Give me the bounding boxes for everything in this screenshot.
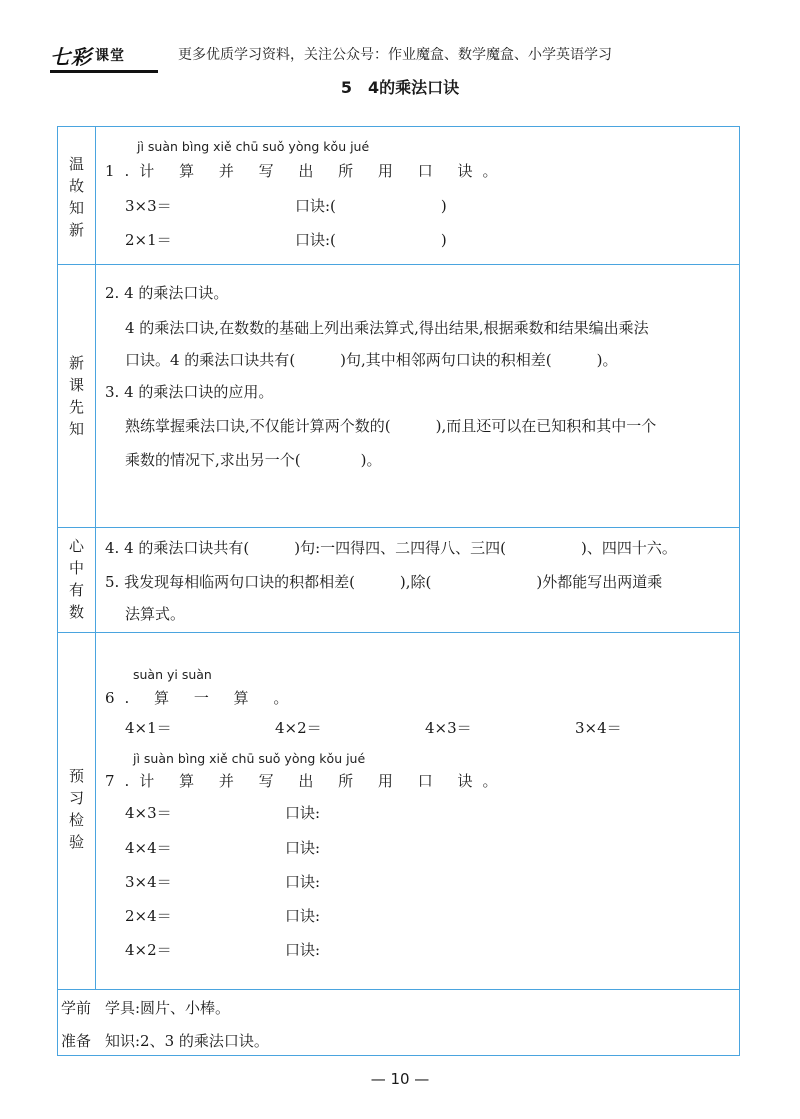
q6-item-4: 3×4＝ xyxy=(575,719,622,737)
q7-expr-4: 2×4＝ xyxy=(125,907,172,925)
q4-text: 4. 4 的乘法口诀共有( )句:一四得四、二四得八、三四( )、四四十六。 xyxy=(105,539,677,557)
q1-pinyin: jì suàn bìng xiě chū suǒ yòng kǒu jué xyxy=(137,139,370,154)
q1-expr-1: 3×3＝ xyxy=(125,197,172,215)
q5-line-2: 法算式。 xyxy=(125,605,186,623)
q6-item-3: 4×3＝ xyxy=(425,719,472,737)
q7-rhyme-4: 口诀: xyxy=(285,907,321,925)
label-column-divider xyxy=(95,127,96,989)
q7-rhyme-2: 口诀: xyxy=(285,839,321,857)
q6-item-1: 4×1＝ xyxy=(125,719,172,737)
q7-pinyin: jì suàn bìng xiě chū suǒ yòng kǒu jué xyxy=(133,751,366,766)
q1-rhyme-1: 口诀:( ) xyxy=(295,197,447,215)
section-divider xyxy=(58,264,739,265)
section-divider xyxy=(58,527,739,528)
q6-pinyin: suàn yi suàn xyxy=(133,667,212,682)
q3-line-1: 熟练掌握乘法口诀,不仅能计算两个数的( ),而且还可以在已知积和其中一个 xyxy=(125,417,657,435)
q1-text: 1.计 算 并 写 出 所 用 口 诀。 xyxy=(105,162,508,180)
q3-line-2: 乘数的情况下,求出另一个( )。 xyxy=(125,451,382,469)
q5-line-1: 5. 我发现每相临两句口诀的积都相差( ),除( )外都能写出两道乘 xyxy=(105,573,663,591)
q7-expr-5: 4×2＝ xyxy=(125,941,172,959)
section-divider xyxy=(58,989,739,990)
brand-logo xyxy=(50,40,125,70)
q7-rhyme-1: 口诀: xyxy=(285,804,321,822)
q6-item-2: 4×2＝ xyxy=(275,719,322,737)
section-label-mind: 心 中 有 数 xyxy=(68,537,84,621)
section-label-prep-bottom: 准备 xyxy=(61,1032,92,1050)
section-label-prep-top: 学前 xyxy=(61,999,92,1017)
q1-expr-2: 2×1＝ xyxy=(125,231,172,249)
q7-expr-3: 3×4＝ xyxy=(125,873,172,891)
q3-title: 3. 4 的乘法口诀的应用。 xyxy=(105,383,274,401)
prep-tools: 学具:圆片、小棒。 xyxy=(105,999,231,1017)
q7-expr-1: 4×3＝ xyxy=(125,804,172,822)
section-label-review: 温 故 知 新 xyxy=(68,155,84,239)
logo-main-text: 七彩 xyxy=(50,44,92,69)
section-label-new: 新 课 先 知 xyxy=(68,354,84,438)
q7-rhyme-5: 口诀: xyxy=(285,941,321,959)
q2-title: 2. 4 的乘法口诀。 xyxy=(105,284,229,302)
worksheet-frame xyxy=(57,126,740,1056)
q1-rhyme-2: 口诀:( ) xyxy=(295,231,447,249)
page-title: 5 4的乘法口诀 xyxy=(340,78,460,97)
prep-knowledge: 知识:2、3 的乘法口诀。 xyxy=(105,1032,269,1050)
logo-underline xyxy=(50,70,158,73)
section-divider xyxy=(58,632,739,633)
q2-line-2: 口诀。4 的乘法口诀共有( )句,其中相邻两句口诀的积相差( )。 xyxy=(125,351,618,369)
page-header xyxy=(50,40,750,72)
q7-text: 7.计 算 并 写 出 所 用 口 诀。 xyxy=(105,772,508,790)
q7-rhyme-3: 口诀: xyxy=(285,873,321,891)
q2-line-1: 4 的乘法口诀,在数数的基础上列出乘法算式,得出结果,根据乘数和结果编出乘法 xyxy=(125,319,649,337)
section-label-check: 预 习 检 验 xyxy=(68,767,84,851)
q7-expr-2: 4×4＝ xyxy=(125,839,172,857)
q6-text: 6. 算 一 算 。 xyxy=(105,689,299,707)
logo-sub-text: 课堂 xyxy=(95,48,125,64)
header-note: 更多优质学习资料，关注公众号：作业魔盒、数学魔盒、小学英语学习 xyxy=(178,47,612,63)
page-number: — 10 — xyxy=(370,1070,430,1088)
